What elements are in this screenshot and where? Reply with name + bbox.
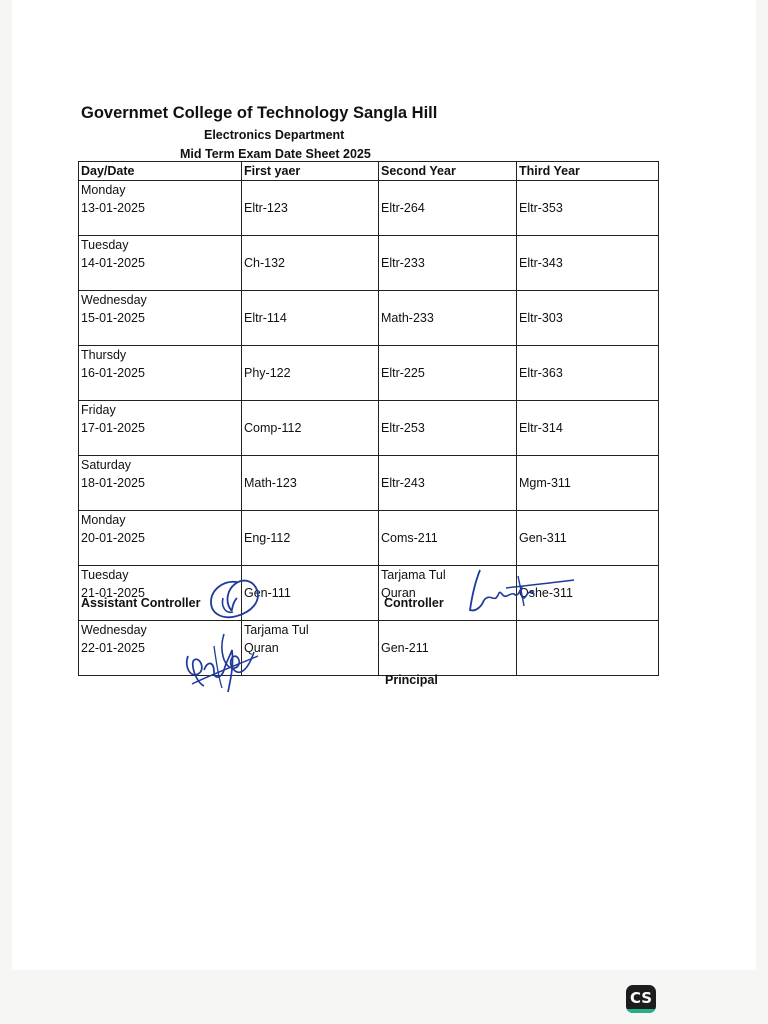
second-year-cell xyxy=(379,401,517,456)
second-year-cell-line: Tarjama Tul xyxy=(381,568,446,582)
second-year-cell-text: Math-233 xyxy=(381,311,434,325)
third-year-cell xyxy=(517,401,659,456)
principal-signature xyxy=(178,626,262,698)
third-year-cell-text xyxy=(519,639,658,657)
camscanner-logo: CS xyxy=(626,985,656,1013)
third-year-cell-text: Eltr-343 xyxy=(519,256,563,270)
first-year-cell xyxy=(242,236,379,291)
second-year-cell xyxy=(379,621,517,676)
controller-signature xyxy=(462,566,580,620)
third-year-cell-text: Eltr-363 xyxy=(519,366,563,380)
header-first-year: First yaer xyxy=(242,162,379,181)
assistant-controller-label: Assistant Controller xyxy=(81,596,201,610)
exam-date: 18-01-2025 xyxy=(81,476,145,490)
first-year-cell-text: Math-123 xyxy=(244,476,297,490)
second-year-cell xyxy=(379,346,517,401)
third-year-cell-text: Gen-311 xyxy=(519,531,567,545)
second-year-cell-text: Eltr-225 xyxy=(381,366,425,380)
day-name: Monday xyxy=(81,513,126,527)
day-name: Saturday xyxy=(81,458,132,472)
day-name: Wednesday xyxy=(81,623,147,637)
third-year-cell-text: Eltr-314 xyxy=(519,421,563,435)
exam-date: 22-01-2025 xyxy=(81,641,145,655)
first-year-cell-line: Quran xyxy=(244,641,279,655)
exam-date: 21-01-2025 xyxy=(81,586,145,600)
day-date-cell xyxy=(79,511,242,566)
second-year-cell-line: Quran xyxy=(381,586,416,600)
assistant-controller-signature xyxy=(203,576,265,622)
table-row xyxy=(79,181,659,236)
second-year-cell xyxy=(379,236,517,291)
table-row xyxy=(79,401,659,456)
header-second-year: Second Year xyxy=(379,162,517,181)
first-year-cell-text: Eltr-123 xyxy=(244,201,288,215)
third-year-cell-text: Eltr-303 xyxy=(519,311,563,325)
day-name: Friday xyxy=(81,403,116,417)
table-row xyxy=(79,236,659,291)
controller-label: Controller xyxy=(384,596,444,610)
third-year-cell-text: Eltr-353 xyxy=(519,201,563,215)
day-date-cell xyxy=(79,291,242,346)
third-year-cell xyxy=(517,621,659,676)
second-year-cell-text: Eltr-233 xyxy=(381,256,425,270)
day-name: Monday xyxy=(81,183,126,197)
first-year-cell xyxy=(242,511,379,566)
second-year-cell xyxy=(379,456,517,511)
first-year-cell xyxy=(242,291,379,346)
third-year-cell xyxy=(517,346,659,401)
day-date-cell xyxy=(79,401,242,456)
third-year-cell xyxy=(517,456,659,511)
day-name: Tuesday xyxy=(81,238,129,252)
table-row xyxy=(79,346,659,401)
second-year-cell-text: Eltr-253 xyxy=(381,421,425,435)
first-year-cell xyxy=(242,621,379,676)
day-name: Tuesday xyxy=(81,568,129,582)
first-year-cell-text: Gen-111 xyxy=(244,586,291,600)
exam-date: 13-01-2025 xyxy=(81,201,145,215)
day-name: Wednesday xyxy=(81,293,147,307)
third-year-cell xyxy=(517,181,659,236)
first-year-cell xyxy=(242,346,379,401)
table-row xyxy=(79,291,659,346)
principal-label: Principal xyxy=(385,673,438,687)
third-year-cell xyxy=(517,291,659,346)
table-row xyxy=(79,456,659,511)
second-year-cell-text: Coms-211 xyxy=(381,531,438,545)
day-date-cell xyxy=(79,236,242,291)
third-year-cell xyxy=(517,511,659,566)
second-year-cell-text: Gen-211 xyxy=(381,641,429,655)
exam-date: 16-01-2025 xyxy=(81,366,145,380)
exam-date: 14-01-2025 xyxy=(81,256,145,270)
first-year-cell-text: Ch-132 xyxy=(244,256,285,270)
third-year-cell xyxy=(517,236,659,291)
first-year-cell-text: Phy-122 xyxy=(244,366,291,380)
second-year-cell-text: Eltr-264 xyxy=(381,201,425,215)
third-year-cell-text: Mgm-311 xyxy=(519,476,571,490)
third-year-cell-text: Oshe-311 xyxy=(519,586,573,600)
second-year-cell xyxy=(379,291,517,346)
day-date-cell xyxy=(79,181,242,236)
exam-title: Mid Term Exam Date Sheet 2025 xyxy=(180,147,371,161)
first-year-cell-text: Eng-112 xyxy=(244,531,291,545)
department-name: Electronics Department xyxy=(204,128,345,142)
header-third-year: Third Year xyxy=(517,162,659,181)
first-year-cell xyxy=(242,401,379,456)
table-row xyxy=(79,511,659,566)
exam-date: 17-01-2025 xyxy=(81,421,145,435)
day-date-cell xyxy=(79,346,242,401)
college-title: Governmet College of Technology Sangla Hill xyxy=(81,104,438,122)
second-year-cell xyxy=(379,181,517,236)
table-row xyxy=(79,621,659,676)
header-day-date: Day/Date xyxy=(79,162,242,181)
day-date-cell xyxy=(79,456,242,511)
first-year-cell-text: Comp-112 xyxy=(244,421,302,435)
second-year-cell xyxy=(379,511,517,566)
exam-date: 20-01-2025 xyxy=(81,531,145,545)
table-header-row xyxy=(79,162,659,181)
exam-date: 15-01-2025 xyxy=(81,311,145,325)
first-year-cell xyxy=(242,181,379,236)
first-year-cell-line: Tarjama Tul xyxy=(244,623,309,637)
first-year-cell-text: Eltr-114 xyxy=(244,311,287,325)
day-name: Thursdy xyxy=(81,348,127,362)
first-year-cell xyxy=(242,456,379,511)
second-year-cell-text: Eltr-243 xyxy=(381,476,425,490)
